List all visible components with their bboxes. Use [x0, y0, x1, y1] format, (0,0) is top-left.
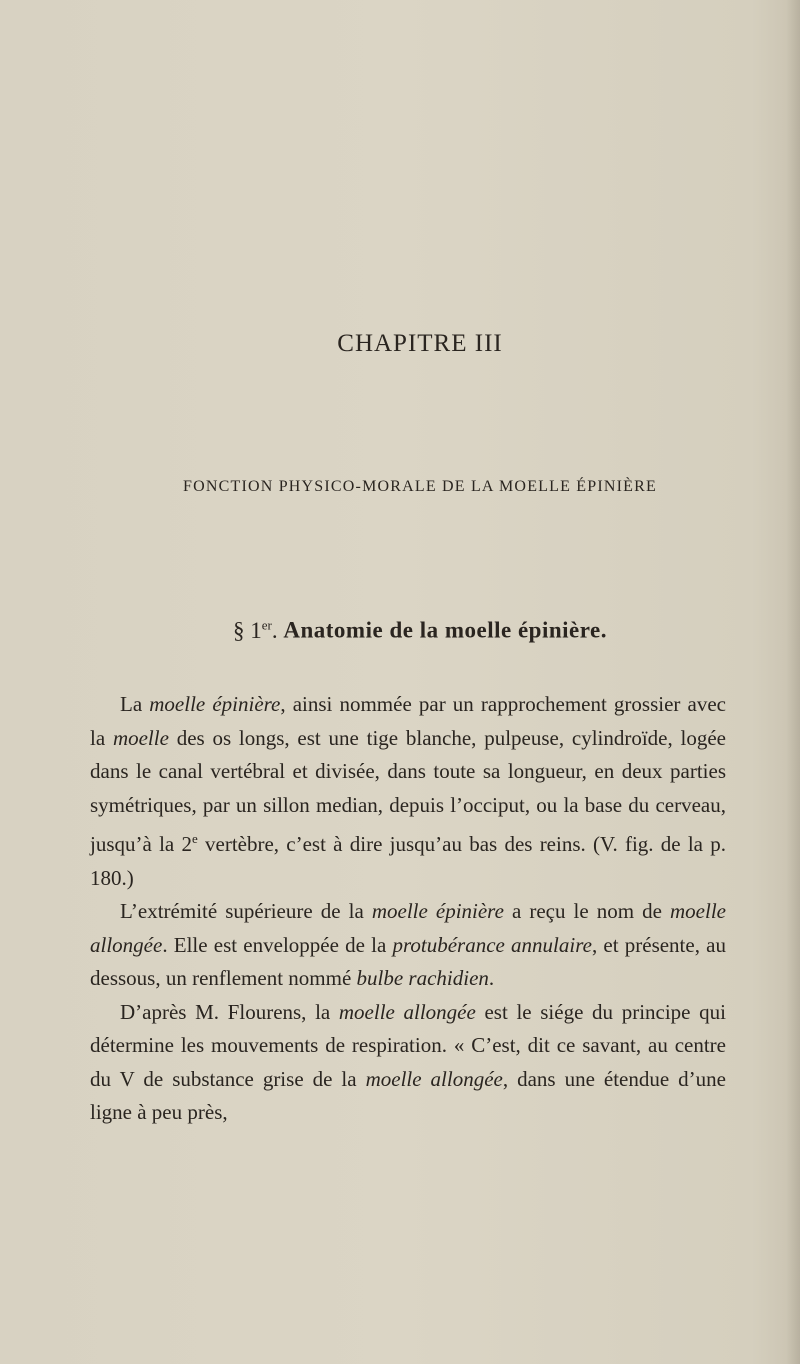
paragraph: [90, 688, 726, 895]
text-run: des os longs, est une tige blanche, pulpeuse, cylindroïde, logée dans le canal vertébral et divisée, dans toute sa longueur, en deux parties symétriques, par un sillon median, depuis l’occiput, ou la base du cerveau, jusqu’à la 2: [90, 725, 727, 856]
italic-term: moelle épinière: [149, 692, 281, 716]
italic-term: moelle allongée: [338, 999, 476, 1024]
text-run: La: [120, 692, 150, 716]
body-text: [90, 688, 726, 1130]
text-run: e: [191, 831, 198, 846]
text-run: vertèbre, c’est à dire jusqu’au bas des reins. (V. fig. de la p. 180.): [90, 832, 727, 890]
text-run: a reçu le nom de: [503, 899, 670, 923]
page-edge-shadow: [786, 0, 800, 1364]
paragraph: [90, 895, 726, 996]
italic-term: protubérance annulaire: [392, 932, 592, 957]
text-run: , ainsi nommée par un rapprochement grossier avec la: [90, 692, 726, 750]
chapter-heading: CHAPITRE III: [337, 330, 503, 357]
section-number: § 1er.: [233, 617, 284, 643]
chapter-subtitle: FONCTION PHYSICO-MORALE DE LA MOELLE ÉPINIÈRE: [183, 478, 657, 495]
text-run: est le siége du principe qui détermine les mouvements de respiration. « C’est, dit ce savant, au centre du V de substance grise de la: [90, 999, 726, 1091]
text-run: , dans une étendue d’une ligne à peu près,: [90, 1066, 726, 1124]
paragraph: [90, 996, 726, 1130]
text-run: .: [488, 966, 495, 990]
italic-term: moelle allongée: [90, 899, 726, 957]
italic-term: moelle allongée: [365, 1066, 503, 1091]
section-heading: [0, 617, 800, 644]
text-run: , et présente, au dessous, un renflement nommé: [90, 932, 726, 990]
italic-term: moelle épinière: [371, 899, 504, 923]
italic-term: bulbe rachidien: [356, 966, 489, 990]
text-run: . Elle est enveloppée de la: [162, 932, 393, 957]
text-run: L’extrémité supérieure de la: [120, 899, 372, 923]
section-title: Anatomie de la moelle épinière.: [283, 617, 607, 643]
italic-term: moelle: [112, 725, 169, 750]
text-run: D’après M. Flourens, la: [120, 999, 339, 1024]
